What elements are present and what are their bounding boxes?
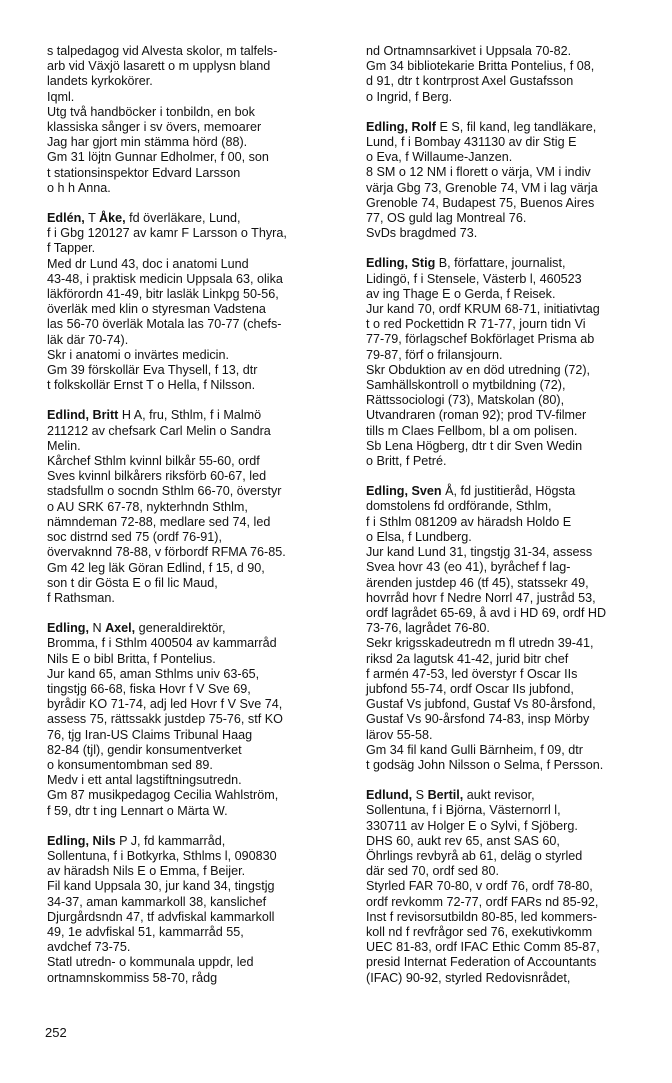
entry-line: Nils E o bibl Britta, f Pontelius. bbox=[47, 651, 216, 666]
entry-line: o Ingrid, f Berg. bbox=[366, 89, 453, 104]
entry-line: f Rathsman. bbox=[47, 590, 115, 605]
given-name: Britt bbox=[92, 408, 119, 423]
entry-heading-line bbox=[366, 484, 666, 499]
biography-entry bbox=[366, 256, 666, 469]
entry-line: Jur kand Lund 31, tingstjg 31-34, assess bbox=[366, 545, 593, 560]
entry-line: t o red Pockettidn R 71-77, journ tidn Vi bbox=[366, 317, 586, 332]
entry-line: Sollentuna, f i Botkyrka, Sthlms l, 090830 bbox=[47, 848, 277, 863]
right-column bbox=[366, 44, 666, 1001]
entry-heading-line bbox=[47, 211, 347, 226]
entry-line: 211212 av chefsark Carl Melin o Sandra bbox=[47, 423, 271, 438]
entry-line: hovrråd hovr f Nedre Norrl 47, justråd 53, bbox=[366, 590, 596, 605]
entry-line: ordf lagrådet 65-69, å avd i HD 69, ordf HD bbox=[366, 605, 607, 620]
entry-line: Kårchef Sthlm kvinnl bilkår 55-60, ordf bbox=[47, 454, 260, 469]
entry-line: värja Gbg 73, Grenoble 74, VM i lag värja bbox=[366, 180, 598, 195]
entry-line: Svea hovr 43 (eo 41), byråchef f lag- bbox=[366, 560, 571, 575]
entry-line: Iqml. bbox=[47, 89, 75, 104]
initials: N bbox=[88, 621, 106, 636]
entry-line: Medv i ett antal lagstiftningsutredn. bbox=[47, 773, 242, 788]
biography-entry bbox=[366, 484, 666, 773]
entry-line: 76, tjg Iran-US Claims Tribunal Haag bbox=[47, 727, 253, 742]
entry-line: Styrled FAR 70-80, v ordf 76, ordf 78-80, bbox=[366, 879, 593, 894]
entry-line: Gm 34 fil kand Gulli Bärnheim, f 09, dtr bbox=[366, 742, 583, 757]
biography-entry bbox=[47, 44, 347, 196]
entry-line: nämndeman 72-88, medlare sed 74, led bbox=[47, 514, 271, 529]
entry-heading-line bbox=[366, 788, 666, 803]
entry-line: Fil kand Uppsala 30, jur kand 34, tingstjg bbox=[47, 879, 275, 894]
initials: T bbox=[84, 211, 100, 226]
entry-line: Sekr krigsskadeutredn m fl utredn 39-41, bbox=[366, 636, 594, 651]
surname: Edling, bbox=[47, 621, 89, 636]
entry-intro: E S, fil kand, leg tandläkare, bbox=[435, 119, 597, 134]
entry-line: Lidingö, f i Stensele, Västerb l, 460523 bbox=[366, 271, 582, 286]
entry-line: las 56-70 överläk Motala las 70-77 (chefs- bbox=[47, 317, 282, 332]
entry-line: Melin. bbox=[47, 438, 81, 453]
entry-line: t folkskollär Ernst T o Hella, f Nilsson. bbox=[47, 378, 256, 393]
given-name: Nils bbox=[92, 833, 116, 848]
entry-line: o h h Anna. bbox=[47, 180, 111, 195]
entry-line: 73-76, lagrådet 76-80. bbox=[366, 621, 490, 636]
entry-line: Lund, f i Bombay 431130 av dir Stig E bbox=[366, 135, 577, 150]
entry-line: s talpedagog vid Alvesta skolor, m talfels- bbox=[47, 44, 278, 58]
entry-line: Med dr Lund 43, doc i anatomi Lund bbox=[47, 256, 249, 271]
entry-line: landets kyrkokörer. bbox=[47, 74, 153, 89]
entry-line: 79-87, förf o frilansjourn. bbox=[366, 347, 503, 362]
entry-line: Djurgårdsndn 47, tf advfiskal kammarkoll bbox=[47, 909, 275, 924]
entry-line: domstolens fd ordförande, Sthlm, bbox=[366, 499, 552, 514]
surname: Edlén, bbox=[47, 211, 85, 226]
entry-line: övervaknnd 78-88, v förbordf RFMA 76-85. bbox=[47, 545, 286, 560]
entry-line: Jag har gjort min stämma hörd (88). bbox=[47, 135, 248, 150]
entry-intro: B, författare, journalist, bbox=[435, 256, 566, 271]
entry-line: lärov 55-58. bbox=[366, 727, 433, 742]
entry-line: Gustaf Vs jubfond, Gustaf Vs 80-årsfond, bbox=[366, 697, 596, 712]
entry-intro: generaldirektör, bbox=[135, 621, 226, 636]
entry-heading-line bbox=[366, 256, 666, 271]
entry-line: stadsfullm o socndn Sthlm 66-70, överstyr bbox=[47, 484, 282, 499]
biography-entry bbox=[366, 120, 666, 242]
entry-line: jubfond 55-74, ordf Oscar IIs jubfond, bbox=[366, 681, 574, 696]
entry-line: byrådir KO 71-74, adj led Hovr f V Sve 74, bbox=[47, 697, 283, 712]
surname: Edling, bbox=[366, 484, 408, 499]
left-column bbox=[47, 44, 347, 1001]
entry-line: t godsäg John Nilsson o Selma, f Persson. bbox=[366, 757, 604, 772]
given-name: Sven bbox=[411, 484, 442, 499]
biography-entry bbox=[47, 621, 347, 819]
entry-heading-line bbox=[47, 621, 347, 636]
entry-line: tingstjg 66-68, fiska Hovr f V Sve 69, bbox=[47, 681, 251, 696]
entry-line: av häradsh Nils E o Emma, f Beijer. bbox=[47, 864, 246, 879]
entry-line: tills m Claes Fellbom, bl a om polisen. bbox=[366, 423, 578, 438]
entry-heading-line bbox=[47, 408, 347, 423]
entry-line: Gm 42 leg läk Göran Edlind, f 15, d 90, bbox=[47, 560, 265, 575]
entry-intro: H A, fru, Sthlm, f i Malmö bbox=[118, 408, 262, 423]
entry-line: Sb Lena Högberg, dtr t dir Sven Wedin bbox=[366, 438, 583, 453]
entry-line: Samhällskontroll o mytbildning (72), bbox=[366, 378, 566, 393]
entry-line: Utg två handböcker i tonbildn, en bok bbox=[47, 104, 255, 119]
entry-line: o Eva, f Willaume-Janzen. bbox=[366, 150, 513, 165]
entry-line: f 59, dtr t ing Lennart o Märta W. bbox=[47, 803, 228, 818]
biography-entry bbox=[47, 408, 347, 606]
biography-entry bbox=[366, 788, 666, 986]
entry-line: Grenoble 74, Budapest 75, Buenos Aires bbox=[366, 195, 595, 210]
entry-line: o Elsa, f Lundberg. bbox=[366, 529, 472, 544]
entry-line: 49, 1e advfiskal 51, kammarråd 55, bbox=[47, 924, 244, 939]
given-name: Stig bbox=[411, 256, 436, 271]
entry-line: Gustaf Vs 90-årsfond 74-83, insp Mörby bbox=[366, 712, 590, 727]
entry-line: t stationsinspektor Edvard Larsson bbox=[47, 165, 241, 180]
entry-line: klassiska sånger i sv övers, memoarer bbox=[47, 120, 262, 135]
entry-line: o konsumentombman sed 89. bbox=[47, 757, 213, 772]
surname: Edling, bbox=[47, 833, 89, 848]
entry-line: 82-84 (tjl), gendir konsumentverket bbox=[47, 742, 242, 757]
entry-line: arb vid Växjö lasarett o m upplysn bland bbox=[47, 59, 271, 74]
entry-line: avdchef 73-75. bbox=[47, 940, 131, 955]
surname: Edlund, bbox=[366, 788, 413, 803]
entry-line: Gm 87 musikpedagog Cecilia Wahlström, bbox=[47, 788, 279, 803]
entry-line: Rättssociologi (73), Matskolan (80), bbox=[366, 393, 565, 408]
entry-line: ortnamnskommiss 58-70, rådg bbox=[47, 970, 218, 985]
entry-line: Utvandraren (roman 92); prod TV-filmer bbox=[366, 408, 587, 423]
entry-line: ordf revkomm 72-77, ordf FARs nd 85-92, bbox=[366, 894, 599, 909]
biography-entry bbox=[47, 834, 347, 986]
entry-intro: P J, fd kammarråd, bbox=[115, 833, 226, 848]
entry-line: f i Gbg 120127 av kamr F Larsson o Thyra, bbox=[47, 226, 287, 241]
entry-line: koll nd f revfrågor sed 76, exekutivkomm bbox=[366, 924, 593, 939]
entry-line: o Britt, f Petré. bbox=[366, 454, 447, 469]
entry-line: riksd 2a lagutsk 41-42, jurid bitr chef bbox=[366, 651, 569, 666]
biography-entry bbox=[366, 44, 666, 105]
entry-line: Jur kand 65, aman Sthlms univ 63-65, bbox=[47, 666, 260, 681]
surname: Edling, bbox=[366, 119, 408, 134]
entry-heading-line bbox=[47, 834, 347, 849]
entry-line: f armén 47-53, led överstyr f Oscar IIs bbox=[366, 666, 578, 681]
initials: S bbox=[412, 788, 428, 803]
entry-line: där sed 70, ordf sed 80. bbox=[366, 864, 500, 879]
entry-line: 77-79, förlagschef Bokförlaget Prisma ab bbox=[366, 332, 595, 347]
entry-heading-line bbox=[366, 120, 666, 135]
given-name: Åke, bbox=[99, 211, 126, 226]
entry-line: son t dir Gösta E o fil lic Maud, bbox=[47, 575, 218, 590]
entry-intro: aukt revisor, bbox=[463, 788, 535, 803]
entry-line: assess 75, rättssakk justdep 75-76, stf KO bbox=[47, 712, 283, 727]
entry-line: av ing Thage E o Gerda, f Reisek. bbox=[366, 286, 556, 301]
entry-line: f Tapper. bbox=[47, 241, 96, 256]
surname: Edling, bbox=[366, 256, 408, 271]
entry-line: Statl utredn- o kommunala uppdr, led bbox=[47, 955, 254, 970]
entry-line: 43-48, i praktisk medicin Uppsala 63, olika bbox=[47, 271, 283, 286]
given-name: Rolf bbox=[411, 119, 436, 134]
entry-line: Öhrlings revbyrå ab 61, deläg o styrled bbox=[366, 848, 583, 863]
entry-line: soc distrnd sed 75 (ordf 76-91), bbox=[47, 530, 223, 545]
biography-entry bbox=[47, 211, 347, 393]
entry-line: UEC 81-83, ordf IFAC Ethic Comm 85-87, bbox=[366, 940, 600, 955]
entry-line: 8 SM o 12 NM i florett o värja, VM i indiv bbox=[366, 165, 591, 180]
entry-line: Gm 34 bibliotekarie Britta Pontelius, f 08, bbox=[366, 59, 595, 74]
entry-line: Jur kand 70, ordf KRUM 68-71, initiativtag bbox=[366, 302, 600, 317]
entry-line: presid Internat Federation of Accountants bbox=[366, 955, 597, 970]
entry-line: 77, OS guld lag Montreal 76. bbox=[366, 211, 527, 226]
entry-line: överläk med klin o styresman Vadstena bbox=[47, 302, 266, 317]
entry-line: Bromma, f i Sthlm 400504 av kammarråd bbox=[47, 636, 277, 651]
entry-line: (IFAC) 90-92, styrled Redovisnrådet, bbox=[366, 970, 571, 985]
entry-intro: fd överläkare, Lund, bbox=[125, 211, 241, 226]
entry-line: d 91, dtr t kontrprost Axel Gustafsson bbox=[366, 74, 574, 89]
entry-intro: Å, fd justitieråd, Högsta bbox=[441, 484, 576, 499]
entry-line: f i Sthlm 081209 av häradsh Holdo E bbox=[366, 514, 572, 529]
surname: Edlind, bbox=[47, 408, 89, 423]
entry-line: DHS 60, aukt rev 65, anst SAS 60, bbox=[366, 833, 560, 848]
entry-line: Skr i anatomi o invärtes medicin. bbox=[47, 347, 229, 362]
entry-line: läkförordn 41-49, bitr lasläk Linkpg 50-56, bbox=[47, 287, 279, 302]
entry-line: Sves kvinnl bilkårers riksförb 60-67, led bbox=[47, 469, 267, 484]
entry-line: o AU SRK 67-78, nykterhndn Sthlm, bbox=[47, 499, 248, 514]
entry-line: Gm 31 löjtn Gunnar Edholmer, f 00, son bbox=[47, 150, 269, 165]
entry-line: 330711 av Holger E o Sylvi, f Sjöberg. bbox=[366, 818, 578, 833]
entry-line: nd Ortnamnsarkivet i Uppsala 70-82. bbox=[366, 44, 572, 58]
entry-line: Gm 39 förskollär Eva Thysell, f 13, dtr bbox=[47, 363, 258, 378]
entry-line: Inst f revisorsutbildn 80-85, led kommers- bbox=[366, 909, 597, 924]
entry-line: Sollentuna, f i Björna, Västernorrl l, bbox=[366, 803, 561, 818]
given-name: Axel, bbox=[105, 621, 136, 636]
entry-line: Skr Obduktion av en död utredning (72), bbox=[366, 362, 591, 377]
given-name: Bertil, bbox=[427, 788, 464, 803]
entry-line: ärenden justdep 46 (tf 45), statssekr 49, bbox=[366, 575, 589, 590]
entry-line: SvDs bragdmed 73. bbox=[366, 226, 478, 241]
entry-line: läk där 70-74). bbox=[47, 332, 129, 347]
entry-line: 34-37, aman kammarkoll 38, kanslichef bbox=[47, 894, 267, 909]
page-number: 252 bbox=[45, 1025, 67, 1040]
